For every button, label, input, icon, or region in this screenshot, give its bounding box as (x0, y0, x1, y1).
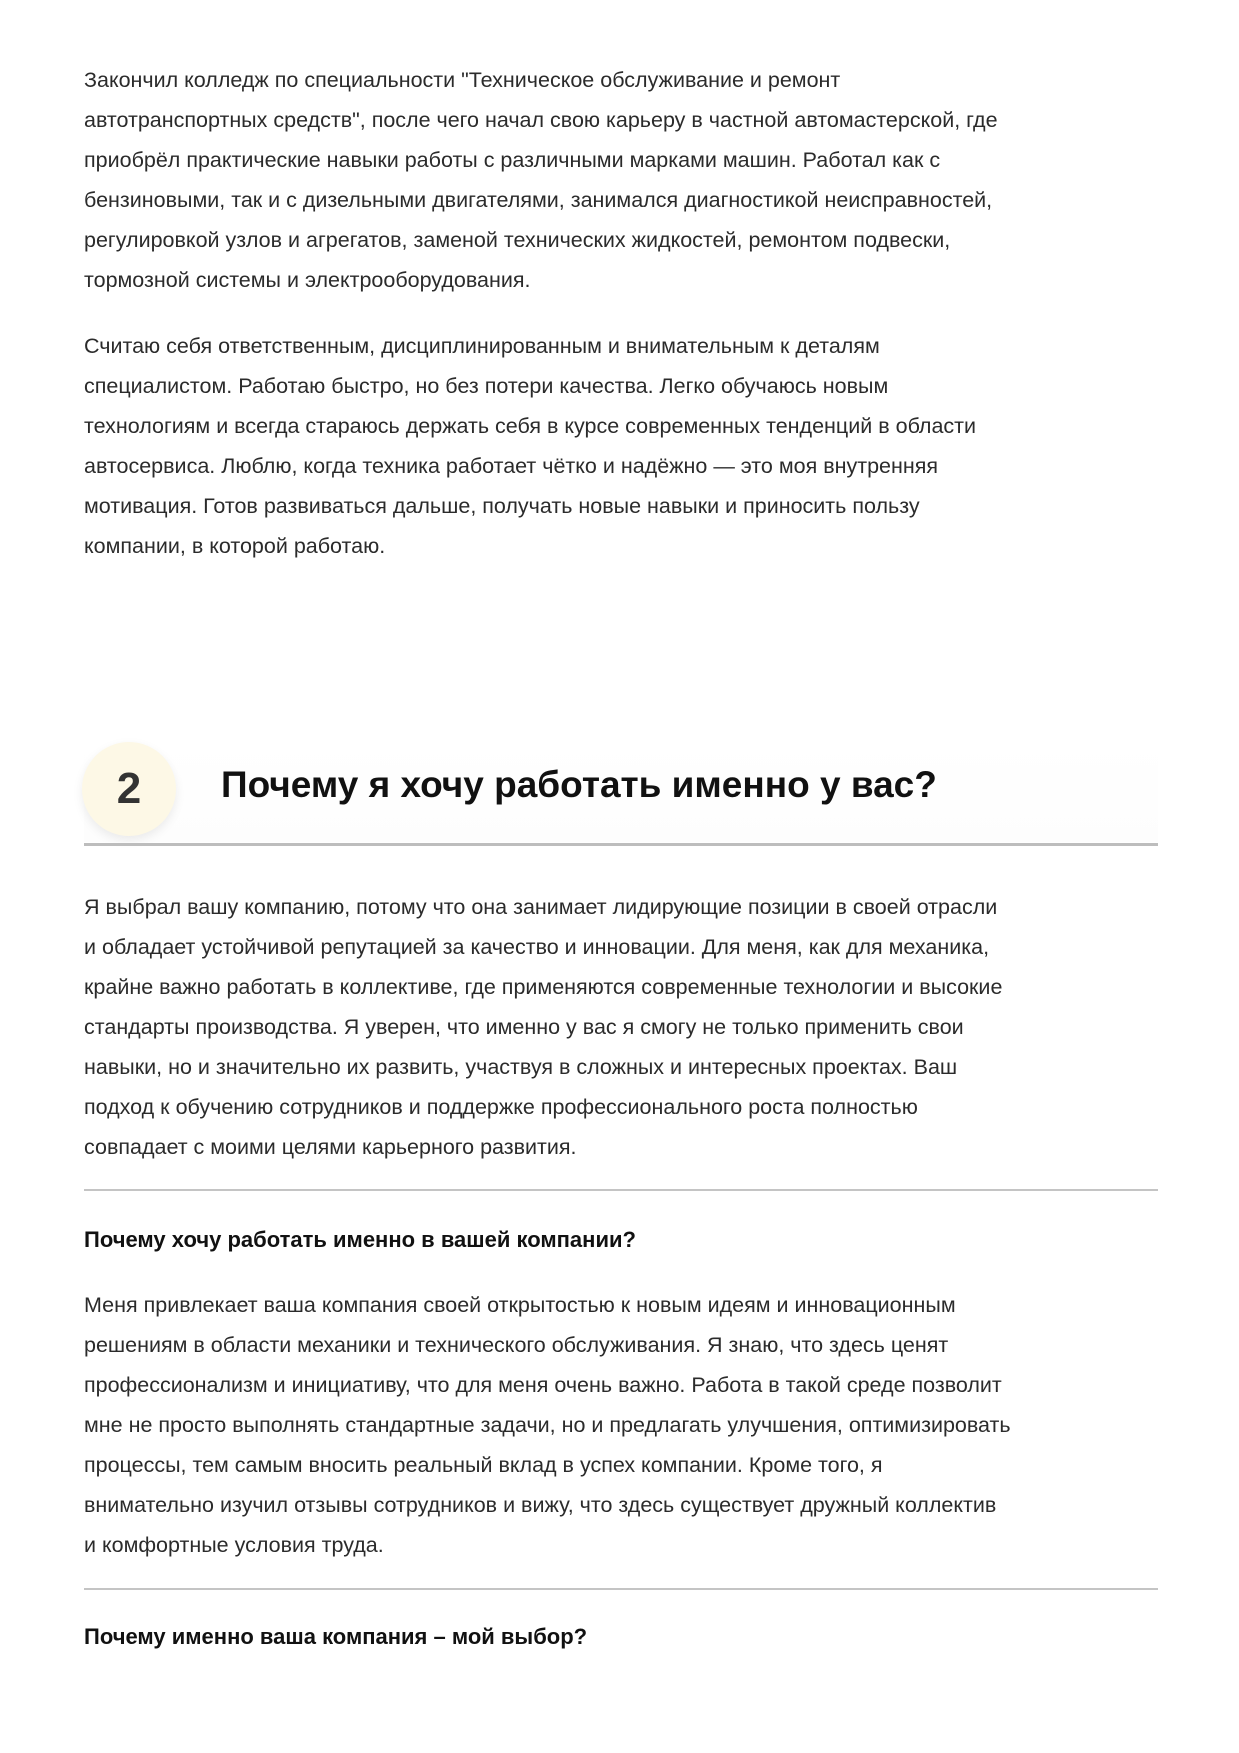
text-line: подход к обучению сотрудников и поддержке профессионального роста полностью (84, 1095, 918, 1119)
text-line: и комфортные условия труда. (84, 1533, 384, 1557)
section-paragraph (84, 887, 1164, 1167)
text-line: внимательно изучил отзывы сотрудников и вижу, что здесь существует дружный коллектив (84, 1493, 997, 1517)
text-line: Закончил колледж по специальности "Техническое обслуживание и ремонт (84, 68, 841, 92)
text-line: бензиновыми, так и с дизельными двигателями, занимался диагностикой неисправностей, (84, 188, 993, 212)
subheading-2: Почему именно ваша компания – мой выбор? (84, 1624, 588, 1649)
divider (84, 1588, 1158, 1590)
text-line: совпадает с моими целями карьерного развития. (84, 1135, 577, 1159)
text-line: компании, в которой работаю. (84, 534, 386, 558)
text-line: приобрёл практические навыки работы с различными марками машин. Работал как с (84, 148, 941, 172)
section-title: Почему я хочу работать именно у вас? (221, 764, 937, 805)
text-line: автотранспортных средств", после чего начал свою карьеру в частной автомастерской, где (84, 108, 998, 132)
section-title-underline (84, 843, 1158, 846)
text-line: мне не просто выполнять стандартные задачи, но и предлагать улучшения, оптимизировать (84, 1413, 1011, 1437)
text-line: крайне важно работать в коллективе, где применяются современные технологии и высокие (84, 975, 1003, 999)
text-line: Я выбрал вашу компанию, потому что она занимает лидирующие позиции в своей отрасли (84, 895, 998, 919)
text-line: профессионализм и инициативу, что для меня очень важно. Работа в такой среде позволит (84, 1373, 1002, 1397)
text-line: технологиям и всегда стараюсь держать себя в курсе современных тенденций в области (84, 414, 977, 438)
text-line: Меня привлекает ваша компания своей открытостью к новым идеям и инновационным (84, 1293, 956, 1317)
subsection-paragraph (84, 1285, 1164, 1565)
intro-paragraph-2 (84, 326, 1164, 566)
text-line: тормозной системы и электрооборудования. (84, 268, 531, 292)
text-line: навыки, но и значительно их развить, участвуя в сложных и интересных проектах. Ваш (84, 1055, 958, 1079)
text-line: автосервиса. Люблю, когда техника работает чётко и надёжно — это моя внутренняя (84, 454, 939, 478)
text-line: мотивация. Готов развиваться дальше, получать новые навыки и приносить пользу (84, 494, 920, 518)
text-line: Считаю себя ответственным, дисциплинированным и внимательным к деталям (84, 334, 880, 358)
intro-paragraph-1 (84, 60, 1164, 300)
subheading-1: Почему хочу работать именно в вашей компании? (84, 1227, 636, 1252)
divider (84, 1189, 1158, 1191)
text-line: решениям в области механики и технического обслуживания. Я знаю, что здесь ценят (84, 1333, 949, 1357)
text-line: стандарты производства. Я уверен, что именно у вас я смогу не только применить свои (84, 1015, 964, 1039)
text-line: процессы, тем самым вносить реальный вклад в успех компании. Кроме того, я (84, 1453, 883, 1477)
text-line: специалистом. Работаю быстро, но без потери качества. Легко обучаюсь новым (84, 374, 889, 398)
section-number-badge: 2 (82, 742, 176, 836)
text-line: регулировкой узлов и агрегатов, заменой технических жидкостей, ремонтом подвески, (84, 228, 951, 252)
text-line: и обладает устойчивой репутацией за качество и инновации. Для меня, как для механика, (84, 935, 990, 959)
